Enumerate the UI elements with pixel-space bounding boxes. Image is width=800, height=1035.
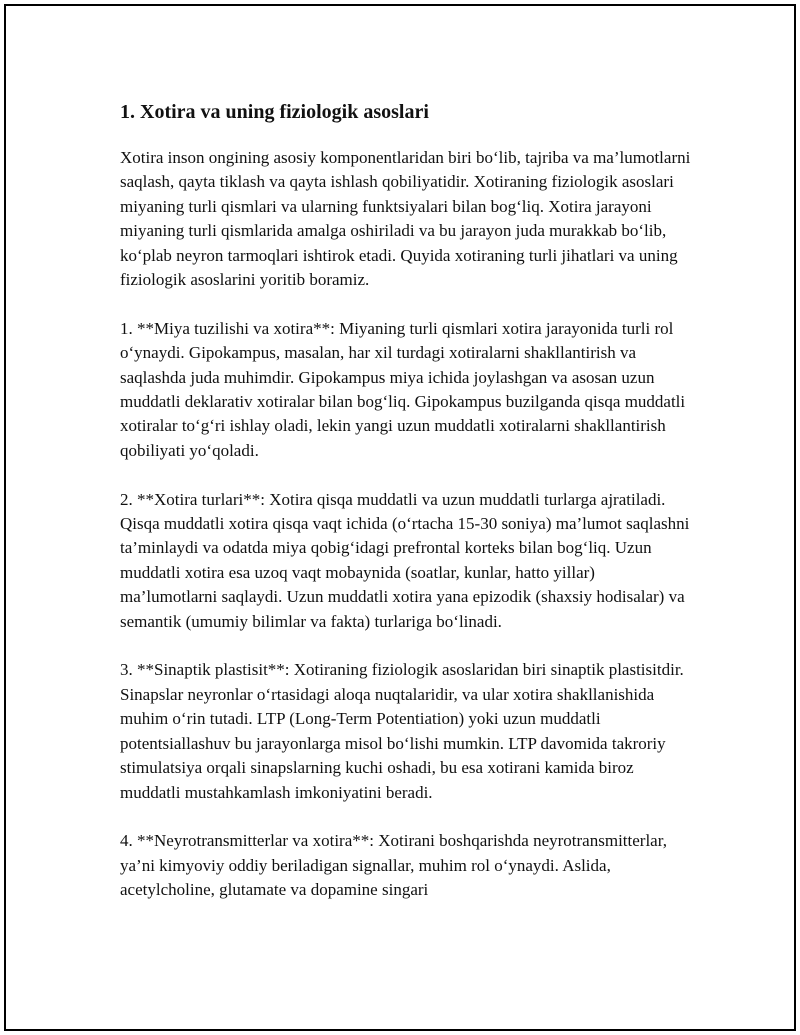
paragraph-synaptic-plasticity: 3. **Sinaptik plastisit**: Xotiraning fiziologik asoslaridan biri sinaptik plastisitdir. Sinapslar neyronlar o‘rtasidagi aloqa nuqtalaridir, va ular xotira shakllanishida muhim o‘rin tutadi. LTP (Long-Term Potentiation) yoki uzun muddatli potentsiallashuv bu jarayonlarga misol bo‘lishi mumkin. LTP davomida takroriy stimulatsiya orqali sinapslarning kuchi oshadi, bu esa xotirani kamida biroz muddatli mustahkamlash imkoniyatini beradi. xyxy=(120,660,684,802)
paragraph-intro: Xotira inson ongining asosiy komponentlaridan biri bo‘lib, tajriba va ma’lumotlarni saqlash, qayta tiklash va qayta ishlash qobiliyatidir. Xotiraning fiziologik asoslari miyaning turli qismlari va ularning funktsiyalari bilan bog‘liq. Xotira jarayoni miyaning turli qismlarida amalga oshiriladi va bu jarayon juda murakkab bo‘lib, ko‘plab neyron tarmoqlari ishtirok etadi. Quyida xotiraning turli jihatlari va uning fiziologik asoslarini yoritib boramiz. xyxy=(120,148,691,290)
document-body xyxy=(120,98,695,927)
paragraph-brain-structure: 1. **Miya tuzilishi va xotira**: Miyaning turli qismlari xotira jarayonida turli rol o‘ynaydi. Gipokampus, masalan, har xil turdagi xotiralarni shakllantirish va saqlashda juda muhimdir. Gipokampus miya ichida joylashgan va asosan uzun muddatli deklarativ xotiralar bilan bog‘liq. Gipokampus buzilganda qisqa muddatli xotiralar to‘g‘ri ishlay oladi, lekin yangi uzun muddatli xotiralarni shakllantirish qobiliyati yo‘qoladi. xyxy=(120,318,686,460)
page-title: 1. Xotira va uning fiziologik asoslari xyxy=(120,101,429,123)
document-page xyxy=(4,4,796,1031)
paragraph-neurotransmitters: 4. **Neyrotransmitterlar va xotira**: Xotirani boshqarishda neyrotransmitterlar, ya’ni kimyoviy oddiy beriladigan signallar, muhim rol o‘ynaydi. Aslida, acetylcholine, glutamate va dopamine singari xyxy=(120,831,667,900)
paragraph-memory-types: 2. **Xotira turlari**: Xotira qisqa muddatli va uzun muddatli turlarga ajratiladi. Qisqa muddatli xotira qisqa vaqt ichida (o‘rtacha 15-30 soniya) ma’lumot saqlashni ta’minlaydi va odatda miya qobig‘idagi prefrontal korteks bilan bog‘liq. Uzun muddatli xotira esa uzoq vaqt mobaynida (soatlar, kunlar, hatto yillar) ma’lumotlarni saqlaydi. Uzun muddatli xotira yana epizodik (shaxsiy hodisalar) va semantik (umumiy bilimlar va fakta) turlariga bo‘linadi. xyxy=(120,489,690,631)
